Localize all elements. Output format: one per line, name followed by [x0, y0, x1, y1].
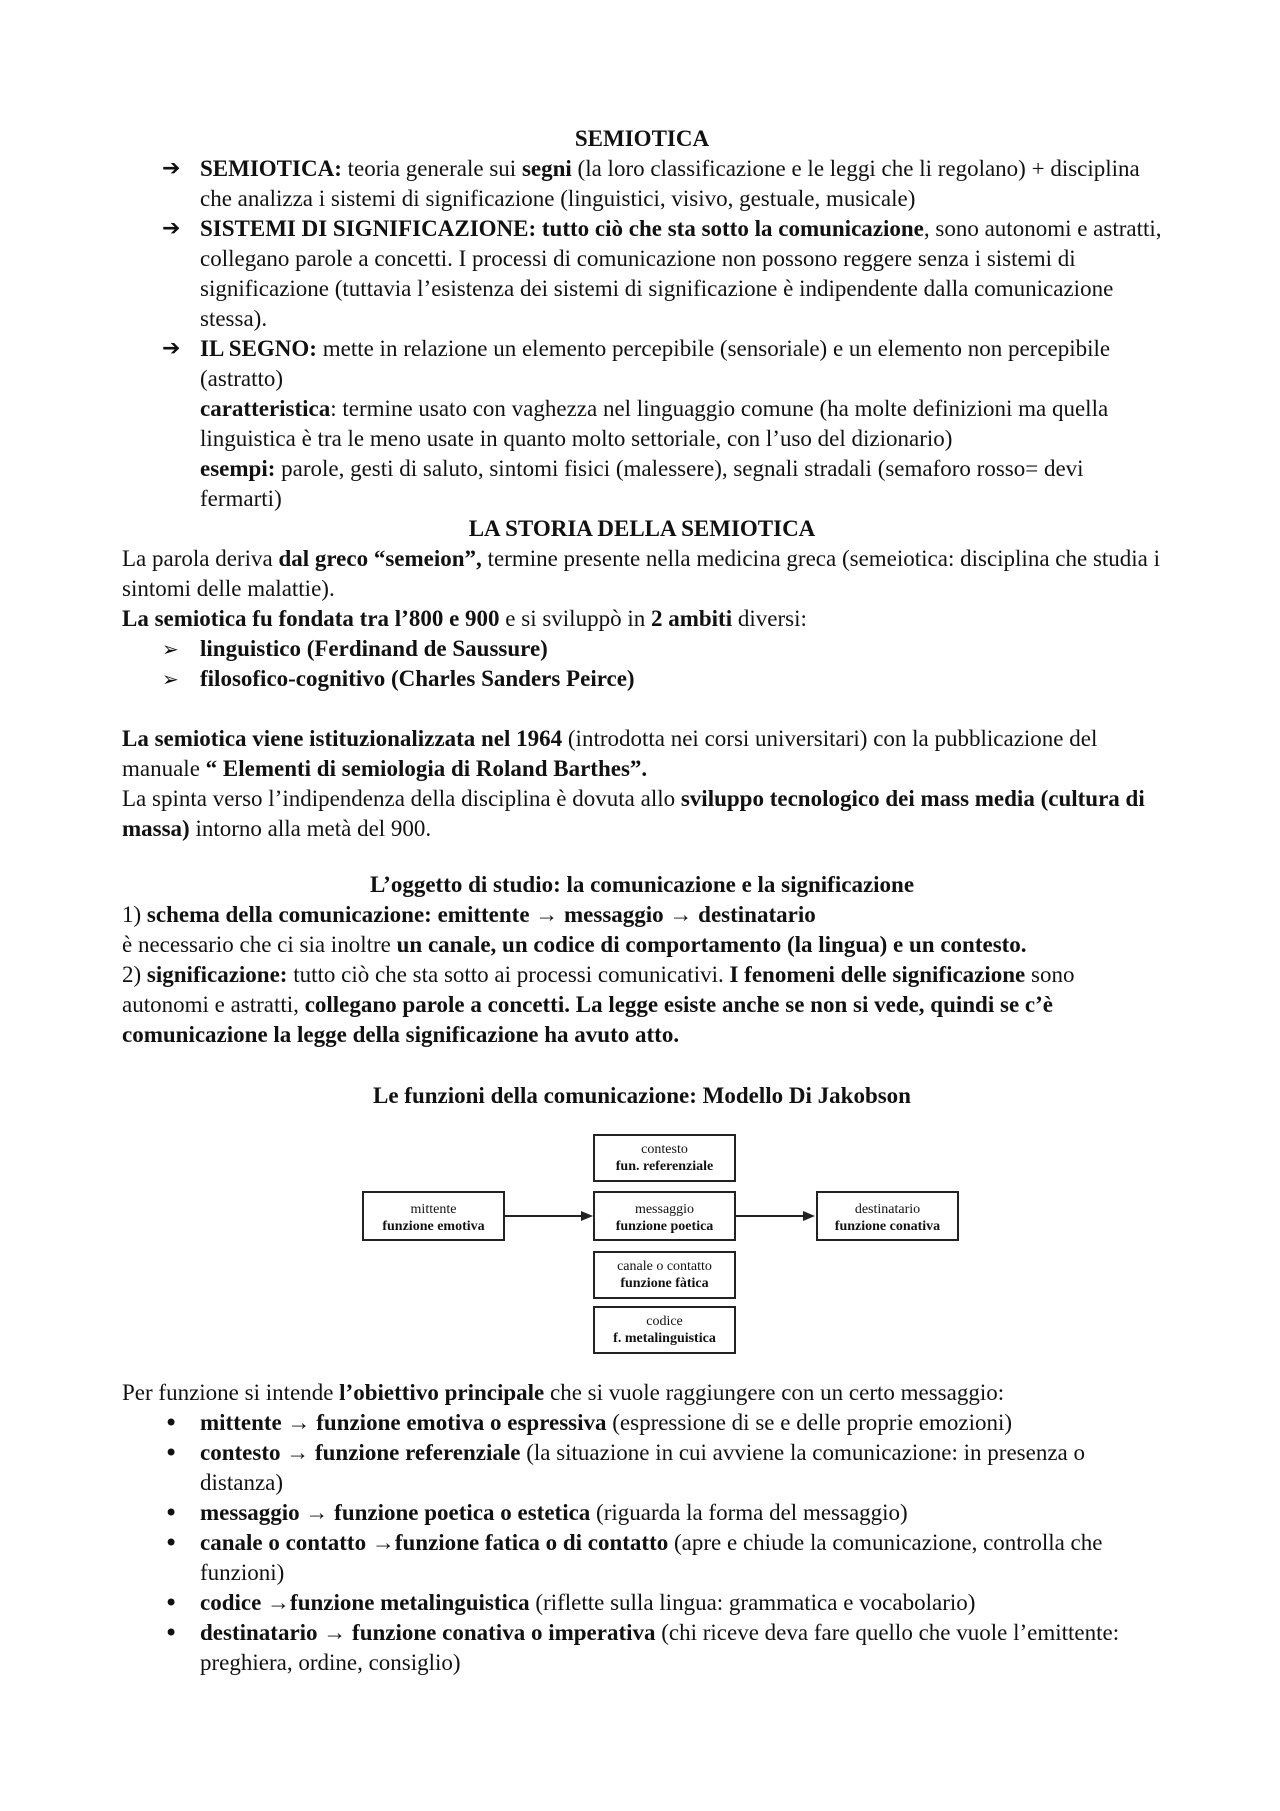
box-destinatario: destinatario funzione conativa	[816, 1191, 959, 1241]
page-title: SEMIOTICA	[574, 126, 710, 151]
history-p4: La spinta verso l’indipendenza della disciplina è dovuta allo sviluppo tecnologico dei mass media (cultura di massa) intorno alla metà del 900.	[122, 786, 1145, 841]
object-l3: 2) significazione: tutto ciò che sta sotto ai processi comunicativi. I fenomeni delle significazione sono autonomi e astratti, collegano parole a concetti. La legge esiste anche se non si vede, quindi se c’è comunicazione la legge della significazione ha avuto atto.	[122, 962, 1075, 1047]
history-p2: La semiotica fu fondata tra l’800 e 900 e si sviluppò in 2 ambiti diversi:	[122, 606, 807, 631]
box-contesto: contesto fun. referenziale	[593, 1134, 736, 1182]
arrow-bullet-icon: ➔	[162, 216, 181, 241]
function-list-item: • codice →funzione metalinguistica (riflette sulla lingua: grammatica e vocabolario)	[164, 1589, 976, 1617]
intro-list	[122, 154, 1162, 514]
bullet-icon: •	[164, 1409, 179, 1437]
function-list-item: • destinatario → funzione conativa o imperativa (chi riceve deva fare quello che vuole l’emittente: preghiera, ordine, consiglio)	[164, 1619, 1120, 1675]
history-section	[122, 514, 1162, 844]
bullet-icon: •	[164, 1529, 179, 1557]
history-p3: La semiotica viene istituzionalizzata nel 1964 (introdotta nei corsi universitari) con la pubblicazione del manuale “ Elementi di semiologia di Roland Barthes”.	[122, 726, 1098, 781]
object-section	[122, 870, 1162, 1050]
function-list-item: • canale o contatto →funzione fatica o di contatto (apre e chiude la comunicazione, controlla che funzioni)	[164, 1529, 1103, 1585]
arrow-head-icon	[803, 1211, 815, 1221]
triangle-bullet-icon: ➢	[162, 667, 179, 691]
function-list-item: • mittente → funzione emotiva o espressiva (espressione di se e delle proprie emozioni)	[164, 1409, 1013, 1437]
ambito-item: ➢ filosofico-cognitivo (Charles Sanders Peirce)	[122, 664, 1162, 694]
arrow-bullet-icon: ➔	[162, 156, 181, 181]
object-l1: 1) schema della comunicazione: emittente → messaggio → destinatario	[122, 902, 816, 927]
intro-item-semiotica: ➔ SEMIOTICA: teoria generale sui segni (la loro classificazione e le leggi che li regolano) + disciplina che analizza i sistemi di significazione (linguistici, visivo, gestuale, musicale)	[162, 156, 1140, 211]
object-title: L’oggetto di studio: la comunicazione e la significazione	[369, 872, 915, 897]
bullet-icon: •	[164, 1589, 179, 1617]
box-codice: codice f. metalinguistica	[593, 1306, 736, 1354]
history-title: LA STORIA DELLA SEMIOTICA	[468, 516, 816, 541]
arrow-head-icon	[581, 1211, 593, 1221]
box-messaggio: messaggio funzione poetica	[593, 1191, 736, 1241]
arrow-bullet-icon: ➔	[162, 336, 181, 361]
ambito-item: ➢ linguistico (Ferdinand de Saussure)	[122, 634, 1162, 664]
bullet-icon: •	[164, 1499, 179, 1527]
function-list-item: • messaggio → funzione poetica o estetica (riguarda la forma del messaggio)	[164, 1499, 908, 1527]
triangle-bullet-icon: ➢	[162, 637, 179, 661]
intro-item-sistemi: ➔ SISTEMI DI SIGNIFICAZIONE: tutto ciò che sta sotto la comunicazione, sono autonomi e astratti, collegano parole a concetti. I processi di comunicazione non possono reggere senza i sistemi di significazione (tuttavia l’esistenza dei sistemi di significazione è indipendente dalla comunicazione stessa).	[162, 216, 1162, 331]
bullet-icon: •	[164, 1439, 179, 1467]
functions-title: Le funzioni della comunicazione: Modello Di Jakobson	[373, 1083, 911, 1108]
intro-item-segno: ➔ IL SEGNO: mette in relazione un elemento percepibile (sensoriale) e un elemento non percepibile (astratto) caratteristica: termine usato con vaghezza nel linguaggio comune (ha molte definizioni ma quella linguistica è tra le meno usate in quanto molto settoriale, con l’uso del dizionario) esempi: parole, gesti di saluto, sintomi fisici (malessere), segnali stradali (semaforo rosso= devi fermarti)	[162, 336, 1111, 511]
functions-section	[122, 1378, 1162, 1678]
bullet-icon: •	[164, 1619, 179, 1647]
object-l2: è necessario che ci sia inoltre un canale, un codice di comportamento (la lingua) e un contesto.	[122, 932, 1027, 957]
function-list-item: • contesto → funzione referenziale (la situazione in cui avviene la comunicazione: in presenza o distanza)	[164, 1439, 1085, 1495]
functions-intro: Per funzione si intende l’obiettivo principale che si vuole raggiungere con un certo messaggio:	[122, 1380, 1005, 1405]
box-mittente: mittente funzione emotiva	[362, 1191, 505, 1241]
history-p1: La parola deriva dal greco “semeion”, termine presente nella medicina greca (semeiotica: disciplina che studia i sintomi delle malattie).	[122, 546, 1161, 601]
box-canale: canale o contatto funzione fàtica	[593, 1251, 736, 1299]
